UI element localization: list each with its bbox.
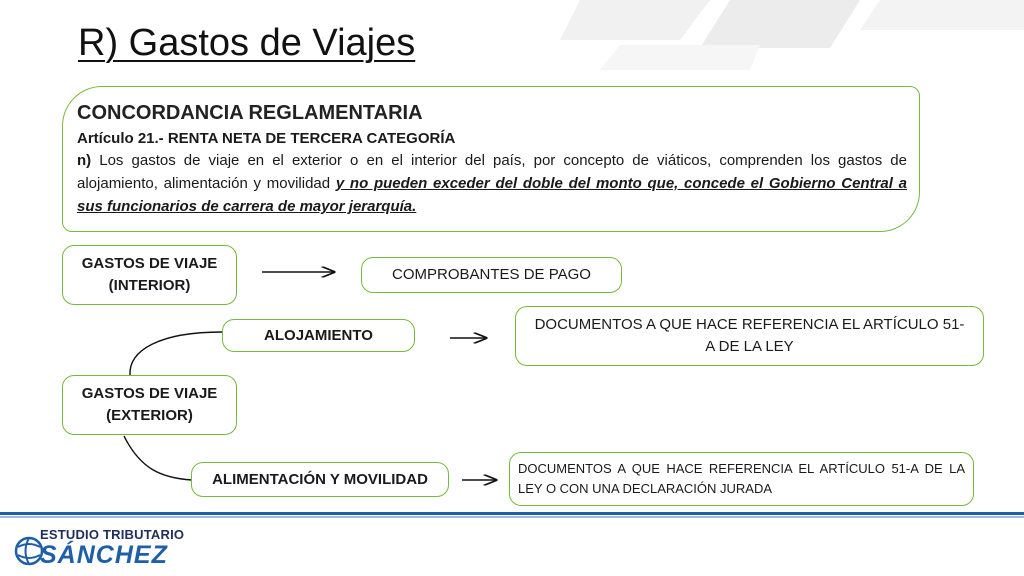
alojamiento-box [222,319,415,352]
alojamiento-label: ALOJAMIENTO [264,326,373,344]
gastos-interior-box [62,245,237,305]
item-label: n) [77,152,92,169]
alojamiento-result-box [515,306,984,366]
connector-exterior-alojamiento [130,332,222,376]
logo-subtitle: ESTUDIO TRIBUTARIO [40,527,185,542]
alimentacion-result-label: DOCUMENTOS A QUE HACE REFERENCIA EL ARTÍCULO 51-A DE LA LEY O CON UNA DECLARACIÓN JURADA [518,461,965,496]
gastos-exterior-box [62,375,237,435]
footer-line-light [0,516,1024,518]
article-text: Los gastos de viaje en el exterior o en el interior del país, por concepto de viáticos, comprenden los gastos de alojamiento, alimentación y movilidad [77,152,907,192]
article-title: Artículo 21.- RENTA NETA DE TERCERA CATEGORÍA [77,130,456,147]
comprobantes-label: COMPROBANTES DE PAGO [392,266,591,283]
article-emphasis: y no pueden exceder del doble del monto que, concede el Gobierno Central a sus funcionarios de carrera de mayor jerarquía. [77,175,907,215]
comprobantes-box [361,257,622,293]
alojamiento-result-label: DOCUMENTOS A QUE HACE REFERENCIA EL ARTÍCULO 51-A DE LA LEY [534,316,965,355]
concordancia-heading: CONCORDANCIA REGLAMENTARIA [77,102,423,124]
page-title: R) Gastos de Viajes [78,22,416,64]
footer-line [0,512,1024,515]
alimentacion-label: ALIMENTACIÓN Y MOVILIDAD [212,470,428,488]
alimentacion-result-box [509,452,974,506]
gastos-interior-label: GASTOS DE VIAJE (INTERIOR) [81,255,218,294]
gastos-exterior-label: GASTOS DE VIAJE (EXTERIOR) [81,385,218,424]
connector-exterior-alimentacion [124,436,192,480]
alimentacion-box [191,462,449,497]
logo-name: SÁNCHEZ [40,541,168,569]
